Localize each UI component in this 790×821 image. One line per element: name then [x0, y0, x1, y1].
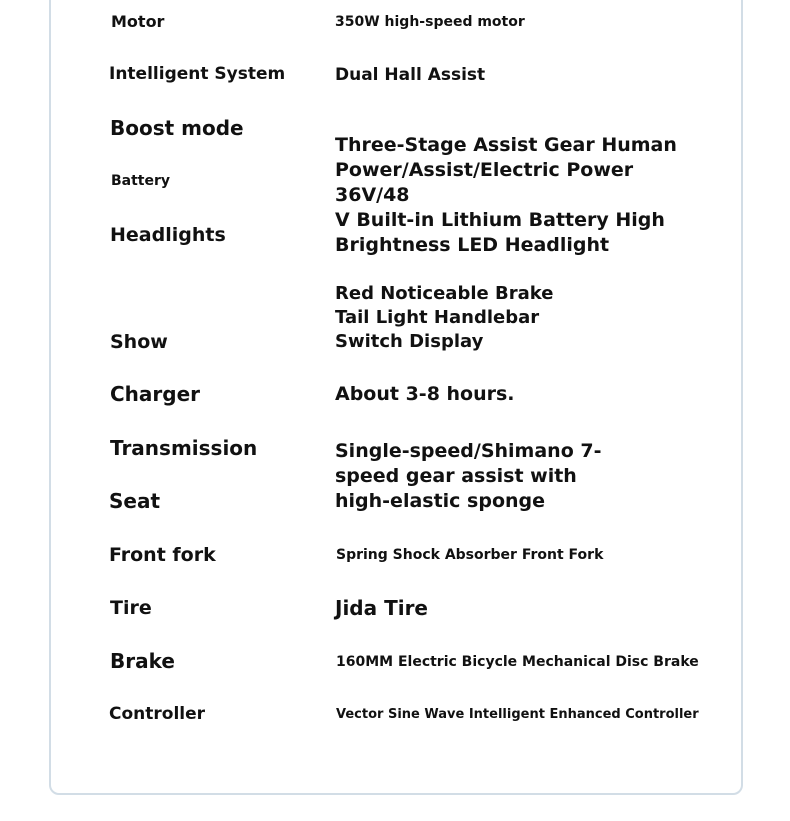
spec-value-line: Power/Assist/Electric Power 36V/48: [335, 159, 634, 206]
spec-value-front-fork: Spring Shock Absorber Front Fork: [336, 547, 604, 563]
spec-value-line: Brightness LED Headlight: [335, 234, 610, 256]
spec-label-controller: Controller: [109, 704, 206, 724]
spec-value-line: Switch Display: [335, 331, 484, 352]
spec-value-tire: Jida Tire: [335, 596, 428, 620]
spec-value-taillight-display: [335, 282, 585, 354]
spec-label-front-fork: Front fork: [109, 544, 216, 566]
spec-label-transmission: Transmission: [110, 436, 258, 460]
spec-label-battery: Battery: [111, 173, 171, 189]
spec-label-tire: Tire: [110, 597, 152, 619]
spec-value-line: Red Noticeable Brake: [335, 283, 554, 304]
spec-value-assist-battery-headlight: [335, 133, 710, 258]
spec-label-boost-mode: Boost mode: [110, 116, 244, 140]
spec-label-headlights: Headlights: [110, 224, 226, 246]
spec-value-line: Single-speed/Shimano 7-: [335, 440, 602, 462]
spec-label-intelligent-system: Intelligent System: [109, 64, 286, 84]
spec-value-brake: 160MM Electric Bicycle Mechanical Disc Brake: [336, 654, 699, 670]
spec-label-seat: Seat: [109, 489, 161, 513]
spec-value-line: high-elastic sponge: [335, 490, 546, 512]
spec-value-transmission-seat: [335, 439, 615, 514]
spec-value-controller: Vector Sine Wave Intelligent Enhanced Controller: [336, 707, 699, 722]
spec-value-line: Tail Light Handlebar: [335, 307, 540, 328]
spec-value-motor: 350W high-speed motor: [335, 14, 525, 30]
spec-value-line: V Built-in Lithium Battery High: [335, 209, 665, 231]
spec-value-intelligent-system: Dual Hall Assist: [335, 65, 486, 85]
spec-label-show: Show: [110, 331, 168, 353]
spec-value-line: Three-Stage Assist Gear Human: [335, 134, 677, 156]
spec-value-line: speed gear assist with: [335, 465, 577, 487]
spec-label-motor: Motor: [111, 12, 165, 31]
spec-value-charger: About 3-8 hours.: [335, 383, 515, 405]
spec-label-brake: Brake: [110, 649, 175, 673]
spec-label-charger: Charger: [110, 382, 201, 406]
